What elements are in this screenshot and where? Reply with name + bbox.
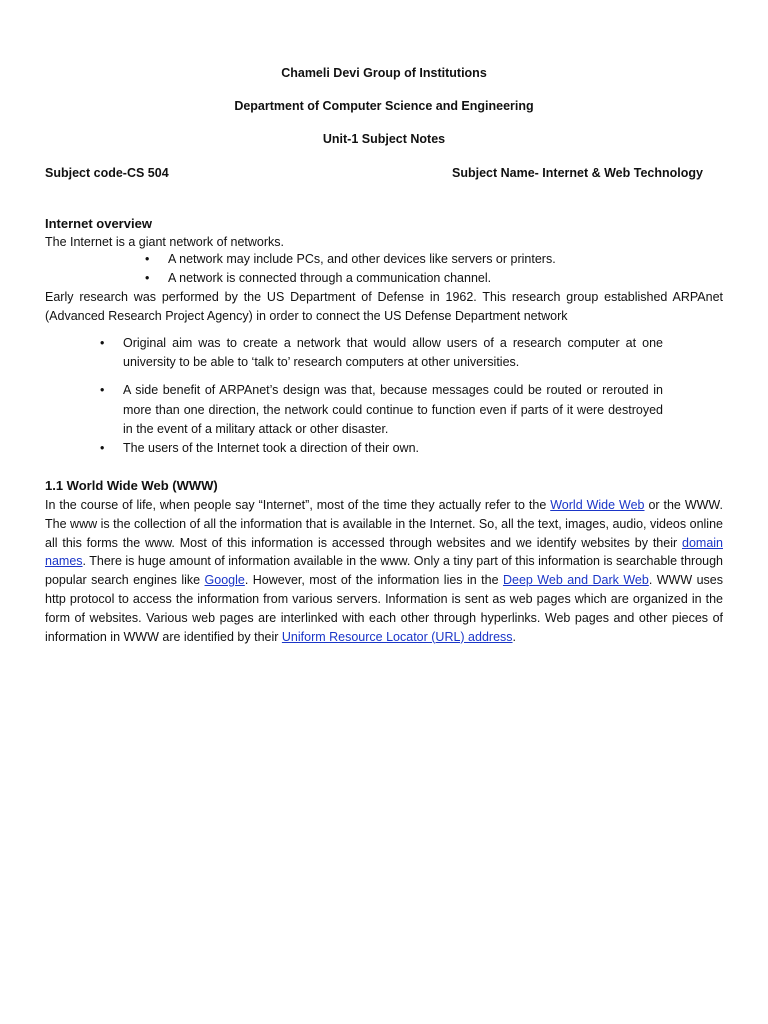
overview-intro: The Internet is a giant network of networks. bbox=[45, 235, 285, 249]
arpanet-bullet-list bbox=[100, 334, 663, 458]
google-link[interactable]: Google bbox=[204, 573, 245, 588]
list-item: • The users of the Internet took a direction of their own. bbox=[100, 439, 663, 458]
section-heading-www: 1.1 World Wide Web (WWW) bbox=[45, 478, 218, 493]
section-heading-internet-overview: Internet overview bbox=[45, 216, 152, 231]
domain-names-link[interactable]: domain names bbox=[45, 535, 723, 569]
www-text-part: or the WWW. The www is the collection of all the information that is available in the Internet. So, all the text, images, audio, videos online all this forms the www. Most of this information is accessed through websites and we identify websites by their bbox=[45, 498, 723, 550]
www-text-part: . bbox=[512, 629, 517, 644]
network-bullet-list bbox=[145, 250, 556, 288]
www-paragraph bbox=[45, 496, 723, 646]
world-wide-web-link[interactable]: World Wide Web bbox=[550, 498, 645, 512]
www-text-part: . There is huge amount of information available in the www. Only a tiny part of this information is searchable through popular search engines like bbox=[45, 554, 723, 588]
www-text-part: . However, most of the information lies in the bbox=[244, 573, 503, 588]
subject-code: Subject code-CS 504 bbox=[45, 166, 169, 180]
www-text-part: . WWW uses http protocol to access the information from various servers. Information is sent as web pages which are organized in the form of websites. Various web pages are interlinked with each other through hyperlinks. Web pages and other pieces of information in WWW are identified by their bbox=[45, 573, 723, 644]
list-item: • Original aim was to create a network that would allow users of a research computer at one university to be able to ‘talk to’ research computers at other universities. bbox=[100, 334, 663, 372]
institution-title: Chameli Devi Group of Institutions bbox=[281, 66, 487, 80]
department-title: Department of Computer Science and Engineering bbox=[234, 99, 534, 113]
url-address-link[interactable]: Uniform Resource Locator (URL) address bbox=[281, 629, 513, 644]
list-item: • A network is connected through a communication channel. bbox=[145, 269, 556, 288]
www-text-part: In the course of life, when people say “Internet”, most of the time they actually refer to the bbox=[45, 498, 551, 512]
subject-name: Subject Name- Internet & Web Technology bbox=[452, 166, 703, 180]
early-research-paragraph: Early research was performed by the US Department of Defense in 1962. This research group established ARPAnet (Advanced Research Project Agency) in order to connect the US Defense Department network bbox=[45, 290, 723, 323]
list-item: • A network may include PCs, and other devices like servers or printers. bbox=[145, 250, 556, 269]
deep-web-dark-web-link[interactable]: Deep Web and Dark Web bbox=[502, 573, 649, 588]
list-item: • A side benefit of ARPAnet’s design was that, because messages could be routed or rerouted in more than one direction, the network could continue to function even if parts of it were destroyed in the event of a military attack or other disaster. bbox=[100, 381, 663, 439]
unit-title: Unit-1 Subject Notes bbox=[322, 132, 446, 146]
